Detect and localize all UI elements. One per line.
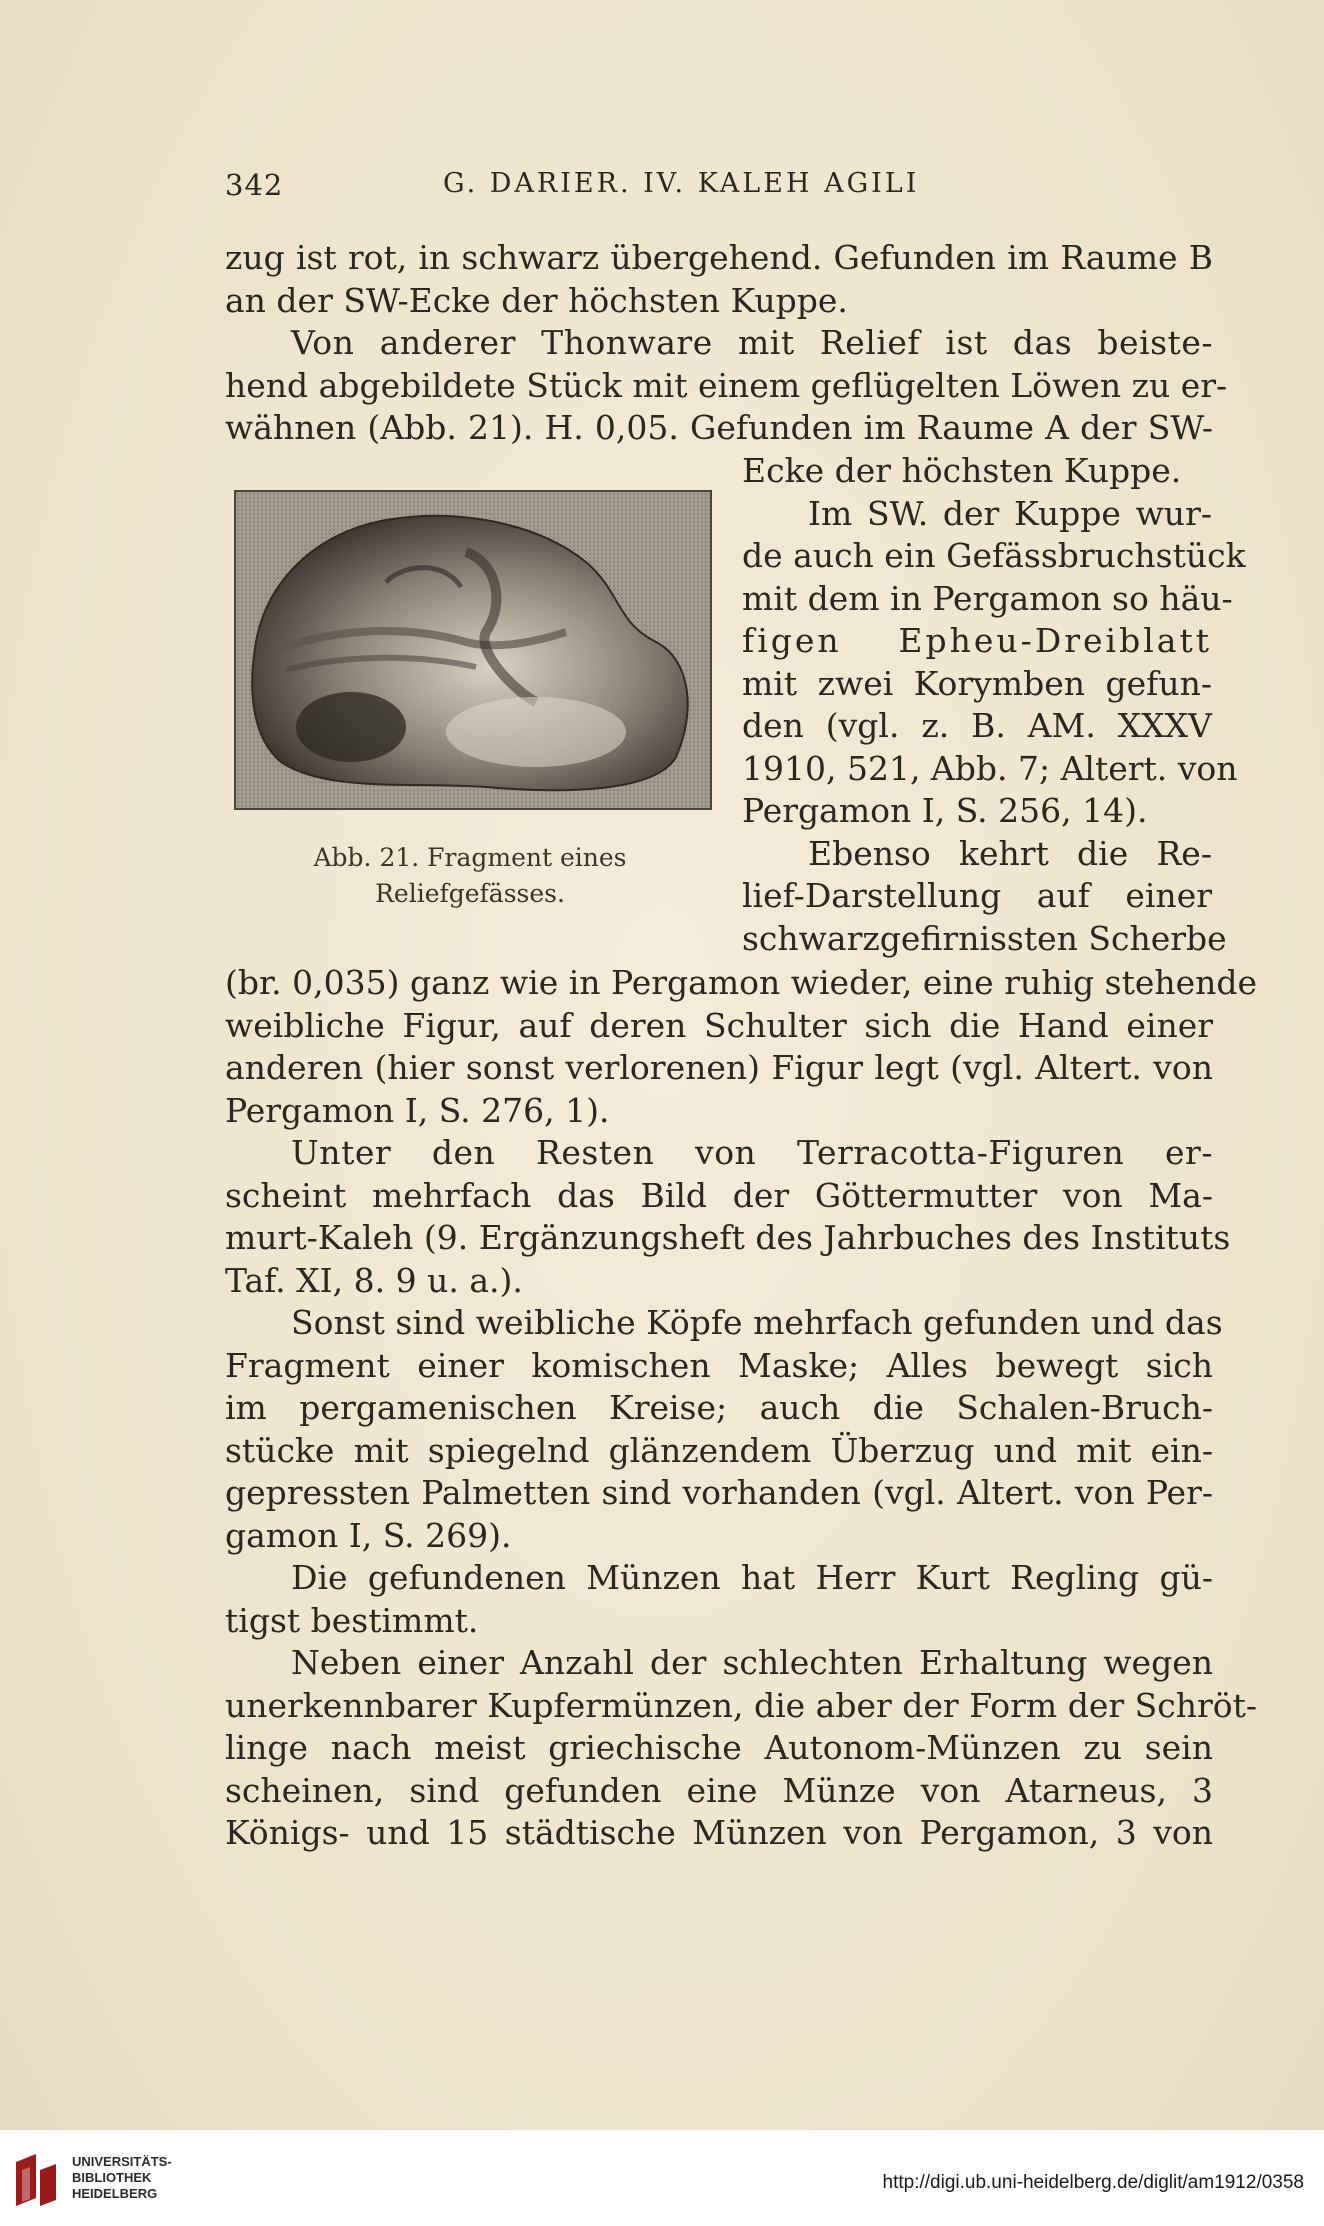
text-line: tigst bestimmt. [225,1600,479,1640]
text-line: murt-Kaleh (9. Ergänzungsheft des Jahrbuches des Instituts [225,1218,1231,1257]
text-line: scheint mehrfach das Bild der Göttermutter von Ma- [225,1175,1213,1215]
figure-caption [235,840,705,912]
running-title: G. DARIER. IV. KALEH AGILI [443,168,920,199]
text-line: wähnen (Abb. 21). H. 0,05. Gefunden im Raume A der SW- [225,408,1213,447]
text-line: zug ist rot, in schwarz übergehend. Gefunden im Raume B [225,238,1213,277]
text-line: Ecke der höchsten Kuppe. [742,451,1182,490]
text-line: hend abgebildete Stück mit einem geflügelten Löwen zu er- [225,365,1228,405]
text-line: linge nach meist griechische Autonom-Münzen zu sein [225,1728,1213,1767]
relief-fragment-photo [236,492,710,808]
text-line: den (vgl. z. B. AM. XXXV [742,706,1212,745]
text-line: lief-Darstellung auf einer [742,876,1212,915]
text-line: schwarzgefirnissten Scherbe [742,918,1227,958]
text-line: gamon I, S. 269). [225,1515,512,1555]
text-line: Pergamon I, S. 256, 14). [742,791,1148,830]
text-line: Königs- und 15 städtische Münzen von Pergamon, 3 von [225,1813,1213,1852]
text-line: gepressten Palmetten sind vorhanden (vgl. Altert. von Per- [225,1473,1213,1512]
text-line: de auch ein Gefässbruchstück [742,536,1246,575]
text-line: Von anderer Thonware mit Relief ist das beiste- [291,323,1213,362]
text-line: Sonst sind weibliche Köpfe mehrfach gefunden und das [291,1303,1223,1342]
page-header [225,168,1225,218]
text-line: Ebenso kehrt die Re- [808,833,1212,873]
text-line: an der SW-Ecke der höchsten Kuppe. [225,280,848,320]
text-line: figen Epheu-Dreiblatt [742,621,1212,660]
text-line: mit dem in Pergamon so häu- [742,578,1233,618]
text-line: Neben einer Anzahl der schlechten Erhaltung wegen [291,1643,1213,1682]
text-line: weibliche Figur, auf deren Schulter sich die Hand einer [225,1005,1213,1045]
text-block-top [225,237,1228,450]
text-line: (br. 0,035) ganz wie in Pergamon wieder, eine ruhig stehende [225,963,1258,1002]
text-line: im pergamenischen Kreise; auch die Schalen-Bruch- [225,1388,1213,1427]
text-line: Fragment einer komischen Maske; Alles bewegt sich [225,1345,1213,1385]
library-name: UNIVERSITÄTS- BIBLIOTHEK HEIDELBERG [72,2154,172,2201]
text-line: 1910, 521, Abb. 7; Altert. von [742,748,1238,788]
text-line: Taf. XI, 8. 9 u. a.). [225,1260,523,1300]
caption-line: Reliefgefässes. [375,879,565,908]
figure-relief-fragment [234,490,712,810]
text-line: Pergamon I, S. 276, 1). [225,1090,610,1130]
text-line: mit zwei Korymben gefun- [742,663,1212,703]
text-line: Im SW. der Kuppe wur- [808,493,1212,533]
text-line: Die gefundenen Münzen hat Herr Kurt Regling gü- [291,1558,1213,1597]
library-logo-icon [12,2152,60,2210]
digitization-footer [0,2130,1324,2226]
text-line: Unter den Resten von Terracotta-Figuren er- [291,1133,1213,1172]
text-block-bottom [225,962,1258,1855]
text-line: scheinen, sind gefunden eine Münze von Atarneus, 3 [225,1770,1213,1810]
text-line: stücke mit spiegelnd glänzendem Überzug und mit ein- [225,1430,1213,1470]
text-line: unerkennbarer Kupfermünzen, die aber der Form der Schröt- [225,1685,1258,1725]
page-number: 342 [225,168,284,202]
text-side-column [742,450,1246,960]
text-line: anderen (hier sonst verlorenen) Figur legt (vgl. Altert. von [225,1048,1213,1087]
caption-line: Abb. 21. Fragment eines [313,843,627,872]
source-url-link[interactable]: http://digi.ub.uni-heidelberg.de/diglit/am1912/0358 [882,2172,1304,2193]
